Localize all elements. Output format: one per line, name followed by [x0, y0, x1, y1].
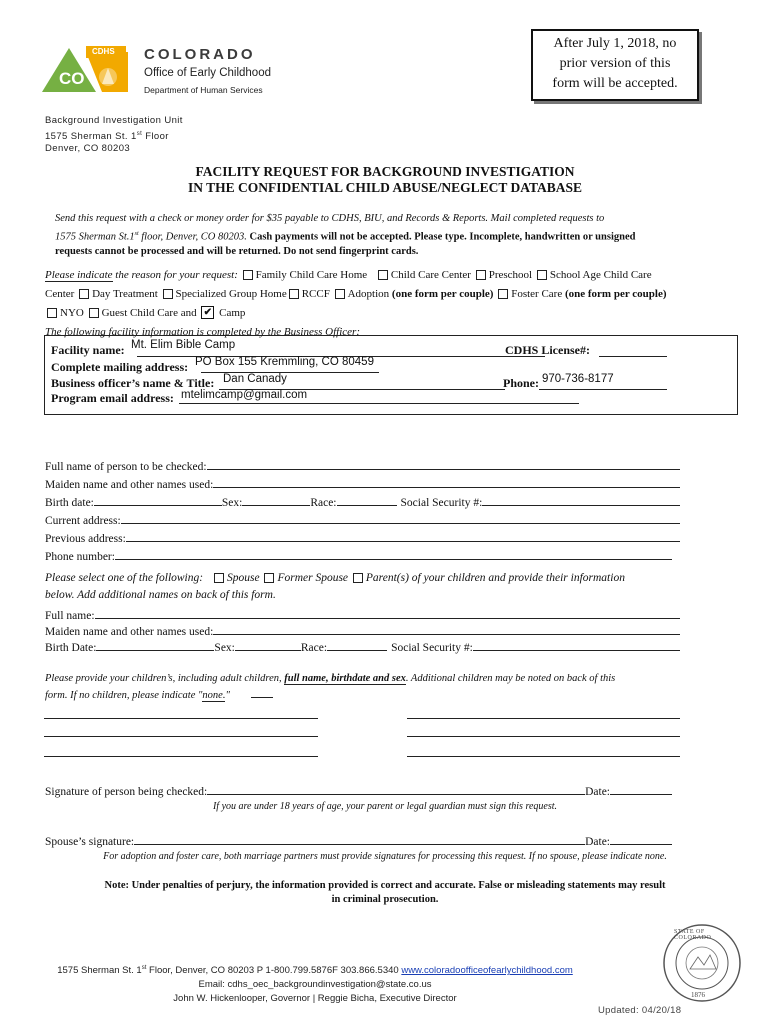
address-line-2: 1575 Sherman St. 1st Floor — [45, 130, 169, 142]
spouse-instructions: below. Add additional names on back of this form. — [45, 589, 276, 601]
instructions-line-2: 1575 Sherman St.1st floor, Denver, CO 80203. Cash payments will not be accepted. Please type. Incomplete, handwritten or unsigned — [55, 230, 636, 242]
children-instructions: Please provide your children’s, including adult children, full name, birthdate and sex. Additional children may be noted on back of this form. If no children, please indicate "none." — [45, 673, 616, 701]
spouse-signature-row — [45, 830, 672, 848]
spouse-birth-field[interactable] — [96, 649, 214, 651]
state-seal — [662, 923, 742, 1003]
checkbox-nyo[interactable] — [47, 308, 57, 318]
title-line-2: IN THE CONFIDENTIAL CHILD ABUSE/NEGLECT DATABASE — [188, 180, 582, 195]
sex-label: Sex: — [221, 497, 243, 509]
notice-line-1: After July 1, 2018, no — [553, 36, 677, 51]
footer-email: Email: cdhs_oec_backgroundinvestigation@state.co.us — [198, 979, 432, 991]
full-name-field[interactable] — [207, 468, 680, 470]
notice-box — [531, 29, 699, 101]
child-line-4[interactable] — [407, 718, 680, 719]
spouse-sex-label: Sex: — [214, 642, 235, 654]
checkbox-day-treatment[interactable] — [79, 289, 89, 299]
logo-dept: Department of Human Services — [144, 85, 263, 95]
mailing-address-field[interactable]: PO Box 155 Kremmling, CO 80459 — [195, 356, 374, 368]
reason-lead: Please indicate — [45, 269, 113, 281]
checkbox-rccf[interactable] — [289, 289, 299, 299]
phone-label: Phone: — [503, 376, 539, 390]
notice-line-3: form will be accepted. — [552, 76, 678, 91]
child-line-2[interactable] — [44, 736, 318, 737]
checkbox-parents[interactable] — [353, 573, 363, 583]
child-line-6[interactable] — [407, 756, 680, 757]
mailing-address-label: Complete mailing address: — [51, 360, 189, 374]
seal-text: STATE OF COLORADO — [674, 929, 712, 941]
person-section — [45, 455, 680, 563]
spouse-ssn-label: Social Security #: — [391, 642, 473, 654]
sex-field[interactable] — [242, 504, 310, 506]
logo-state-name: COLORADO — [144, 46, 256, 63]
facility-info-note: The following facility information is completed by the Business Officer: — [45, 326, 360, 338]
previous-address-field[interactable] — [126, 540, 680, 542]
checkbox-camp-checked[interactable]: ✔ — [201, 306, 214, 319]
current-address-field[interactable] — [121, 522, 680, 524]
spouse-race-field[interactable] — [327, 649, 387, 651]
spouse-signature-label: Spouse’s signature: — [45, 836, 135, 848]
current-address-label: Current address: — [45, 515, 121, 527]
spouse-signature-field[interactable] — [134, 843, 585, 845]
instructions-line-3: requests cannot be processed and will be returned. Do not send fingerprint cards. — [55, 245, 419, 257]
checkbox-foster-care[interactable] — [498, 289, 508, 299]
seal-year: 1876 — [691, 991, 705, 999]
spouse-section — [45, 572, 680, 654]
logo-badge: CDHS — [92, 47, 115, 56]
unit-address — [45, 115, 183, 156]
full-name-label: Full name of person to be checked: — [45, 461, 207, 473]
officer-label: Business officer’s name & Title: — [51, 376, 215, 390]
reason-section — [45, 266, 745, 342]
spouse-full-name-label: Full name: — [45, 610, 95, 622]
birth-date-field[interactable] — [94, 504, 222, 506]
checkbox-spouse[interactable] — [214, 573, 224, 583]
birth-date-label: Birth date: — [45, 497, 94, 509]
spouse-maiden-field[interactable] — [213, 633, 680, 635]
person-signature-field[interactable] — [207, 793, 585, 795]
license-label: CDHS License#: — [505, 343, 590, 357]
person-signature-date-label: Date: — [585, 786, 610, 798]
spouse-sex-field[interactable] — [235, 649, 301, 651]
email-label: Program email address: — [51, 391, 174, 405]
footer-governor: John W. Hickenlooper, Governor | Reggie Bicha, Executive Director — [173, 993, 457, 1005]
checkbox-guest-child-care[interactable] — [89, 308, 99, 318]
person-signature-row — [45, 780, 672, 798]
reason-line-1: Please indicate the reason for your request: Family Child Care Home Child Care Center Preschool School Age Child Care — [45, 269, 652, 281]
footer-address: 1575 Sherman St. 1st Floor, Denver, CO 80203 P 1-800.799.5876F 303.866.5340 www.coloradoofficeofearlychildhood.com — [57, 965, 573, 977]
phone-number-label: Phone number: — [45, 551, 115, 563]
phone-field[interactable]: 970-736-8177 — [542, 373, 614, 385]
ssn-field[interactable] — [482, 504, 680, 506]
ssn-label: Social Security #: — [400, 497, 483, 509]
officer-field[interactable]: Dan Canady — [223, 373, 287, 385]
checkbox-former-spouse[interactable] — [264, 573, 274, 583]
checkbox-specialized-group-home[interactable] — [163, 289, 173, 299]
person-signature-label: Signature of person being checked: — [45, 786, 208, 798]
footer — [0, 961, 630, 1006]
checkbox-family-child-care-home[interactable] — [243, 270, 253, 280]
perjury-note: Note: Under penalties of perjury, the information provided is correct and accurate. False or misleading statements may result in criminal prosecution. — [104, 880, 666, 905]
checkbox-preschool[interactable] — [476, 270, 486, 280]
address-line-3: Denver, CO 80203 — [45, 143, 131, 155]
instructions — [55, 212, 735, 259]
logo-mark-icon — [42, 44, 128, 96]
checkbox-adoption[interactable] — [335, 289, 345, 299]
checkbox-child-care-center[interactable] — [378, 270, 388, 280]
cdhs-logo — [42, 44, 292, 98]
title-line-1: FACILITY REQUEST FOR BACKGROUND INVESTIGATION — [195, 164, 575, 179]
race-label: Race: — [310, 497, 337, 509]
facility-name-label: Facility name: — [51, 343, 125, 357]
logo-office: Office of Early Childhood — [144, 67, 271, 79]
race-field[interactable] — [337, 504, 397, 506]
spouse-maiden-label: Maiden name and other names used: — [45, 626, 214, 638]
facility-name-field[interactable]: Mt. Elim Bible Camp — [131, 339, 236, 351]
reason-line-3: NYO Guest Child Care and ✔ Camp — [45, 304, 745, 323]
under-18-note: If you are under 18 years of age, your parent or legal guardian must sign this request. — [212, 801, 558, 812]
spouse-birth-label: Birth Date: — [45, 642, 97, 654]
spouse-signature-date-field[interactable] — [610, 843, 672, 845]
spouse-full-name-field[interactable] — [95, 617, 680, 619]
checkbox-school-age-child-care[interactable] — [537, 270, 547, 280]
license-field[interactable] — [599, 356, 667, 357]
person-signature-date-field[interactable] — [610, 793, 672, 795]
spouse-signature-date-label: Date: — [585, 836, 610, 848]
spouse-select-line: Please select one of the following: Spouse Former Spouse Parent(s) of your children and provide their information — [45, 572, 625, 584]
child-line-3[interactable] — [44, 756, 318, 757]
logo-letters: CO — [59, 69, 85, 88]
form-title — [0, 164, 770, 196]
child-line-1[interactable] — [44, 718, 318, 719]
reason-line-2: Center Day Treatment Specialized Group Home RCCF Adoption (one form per couple) Foster Care (one form per couple) — [45, 288, 667, 300]
instructions-line-1: Send this request with a check or money order for $35 payable to CDHS, BIU, and Records & Reports. Mail completed requests to — [55, 213, 605, 224]
maiden-name-field[interactable] — [213, 486, 680, 488]
updated-date: Updated: 04/20/18 — [598, 1005, 682, 1016]
website-link[interactable]: www.coloradoofficeofearlychildhood.com — [401, 965, 573, 977]
previous-address-label: Previous address: — [45, 533, 126, 545]
child-line-5[interactable] — [407, 736, 680, 737]
spouse-ssn-field[interactable] — [473, 649, 680, 651]
adoption-note: For adoption and foster care, both marriage partners must provide signatures for processing this request. If no spouse, please indicate none. — [103, 851, 667, 862]
phone-number-field[interactable] — [115, 558, 672, 560]
address-line-1: Background Investigation Unit — [45, 115, 183, 126]
email-field[interactable]: mtelimcamp@gmail.com — [181, 389, 308, 401]
maiden-name-label: Maiden name and other names used: — [45, 479, 214, 491]
spouse-race-label: Race: — [300, 642, 328, 654]
facility-box — [44, 335, 738, 415]
notice-line-2: prior version of this — [559, 56, 671, 71]
